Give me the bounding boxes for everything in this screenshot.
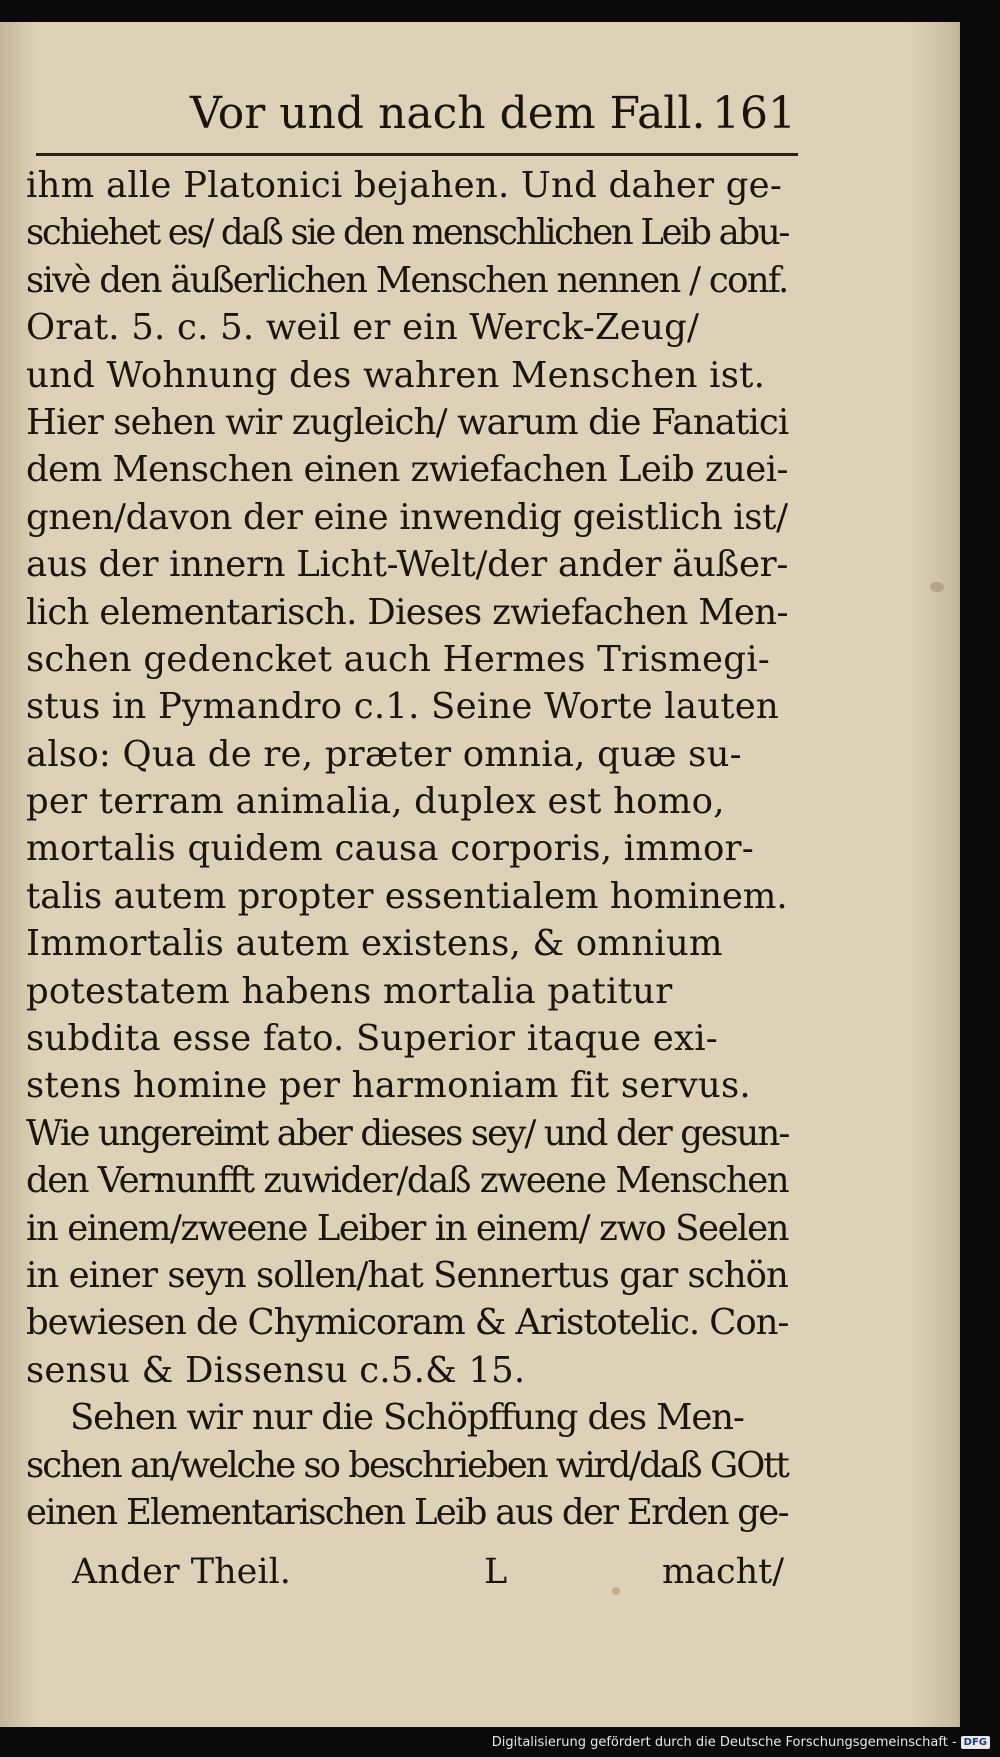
text-line: dem Menschen einen zwiefachen Leib zuei- xyxy=(26,449,788,491)
catchword: macht/ xyxy=(661,1552,784,1592)
text-line: potestatem habens mortalia patitur xyxy=(26,970,673,1012)
text-line: also: Qua de re, præter omnia, quæ su- xyxy=(26,733,742,775)
text-line: schen gedencket auch Hermes Trismegi- xyxy=(26,638,770,680)
text-line: mortalis quidem causa corporis, immor- xyxy=(26,828,754,870)
text-line: schiehet es/ daß sie den menschlichen Leib abu- xyxy=(26,212,789,254)
page-footer xyxy=(72,1552,792,1602)
text-line: einen Elementarischen Leib aus der Erden ge- xyxy=(26,1491,788,1533)
text-line: in einer seyn sollen/hat Sennertus gar schön xyxy=(26,1254,788,1296)
dfg-logo-icon: DFG xyxy=(961,1736,990,1749)
page-header xyxy=(190,88,810,148)
text-line: den Vernunfft zuwider/daß zweene Menschen xyxy=(26,1160,789,1202)
running-title: Vor und nach dem Fall. xyxy=(190,88,706,139)
text-line: lich elementarisch. Dieses zwiefachen Men- xyxy=(26,591,788,633)
text-line: bewiesen de Chymicoram & Aristotelic. Con- xyxy=(26,1302,789,1344)
text-line: talis autem propter essentialem hominem. xyxy=(26,875,788,917)
text-line: sivè den äußerlichen Menschen nennen / conf. xyxy=(26,259,788,301)
body-text xyxy=(26,162,788,1536)
text-line: Sehen wir nur die Schöpffung des Men- xyxy=(70,1397,744,1439)
text-line: sensu & Dissensu c.5.& 15. xyxy=(26,1349,526,1391)
digitization-credit xyxy=(492,1731,990,1753)
text-line: Orat. 5. c. 5. weil er ein Werck-Zeug/ xyxy=(26,307,700,349)
text-line: Wie ungereimt aber dieses sey/ und der gesun- xyxy=(26,1112,789,1154)
page-number: 161 xyxy=(712,88,796,139)
text-line: subdita esse fato. Superior itaque exi- xyxy=(26,1018,718,1060)
text-line: aus der innern Licht-Welt/der ander äußer- xyxy=(26,544,789,586)
text-line: schen an/welche so beschrieben wird/daß GOtt xyxy=(26,1444,788,1486)
signature-mark: L xyxy=(484,1552,508,1592)
text-line: Immortalis autem existens, & omnium xyxy=(26,923,723,965)
text-line: in einem/zweene Leiber in einem/ zwo Seelen xyxy=(26,1207,789,1249)
text-line: ihm alle Platonici bejahen. Und daher ge- xyxy=(26,165,783,206)
header-rule xyxy=(36,153,798,156)
text-line: per terram animalia, duplex est homo, xyxy=(26,781,725,823)
paper-stain xyxy=(930,582,944,592)
credit-text: Digitalisierung gefördert durch die Deutsche Forschungsgemeinschaft - xyxy=(491,1734,957,1750)
signature-line: Ander Theil. xyxy=(72,1552,291,1592)
text-line: Hier sehen wir zugleich/ warum die Fanatici xyxy=(26,401,789,443)
text-line: und Wohnung des wahren Menschen ist. xyxy=(26,354,766,396)
text-line: stens homine per harmoniam fit servus. xyxy=(26,1065,751,1107)
text-line: gnen/davon der eine inwendig geistlich ist/ xyxy=(26,496,788,538)
text-line: stus in Pymandro c.1. Seine Worte lauten xyxy=(26,686,779,728)
